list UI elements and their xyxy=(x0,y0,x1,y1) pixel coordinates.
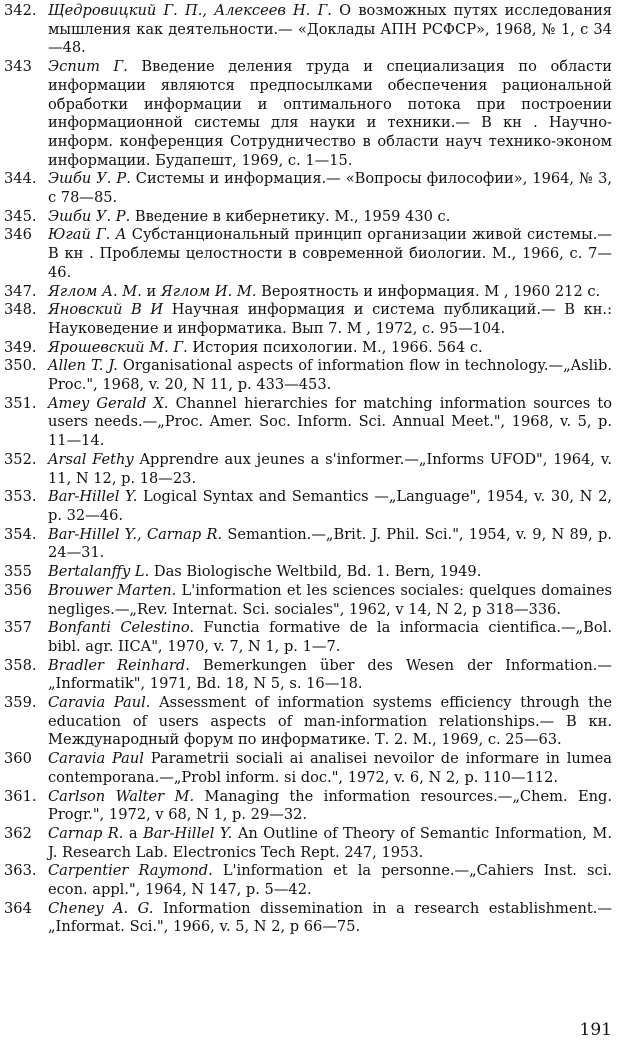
reference-text: Logical Syntax and Semantics —„Language", 1954, v. 30, N 2, p. 32—46. xyxy=(48,488,612,524)
reference-author: Carlson Walter M. xyxy=(48,787,195,805)
reference-author: Яновский В И xyxy=(48,301,164,319)
reference-author: Allen T. J. xyxy=(48,357,118,375)
reference-entry xyxy=(0,694,620,750)
reference-entry xyxy=(0,2,620,58)
reference-text: Information dissemination in a research establishment.—„Informat. Sci.", 1966, v. 5, N 2, p 66—75. xyxy=(48,899,612,936)
reference-entry xyxy=(0,657,620,694)
reference-author: Яглом А. М. xyxy=(48,282,142,300)
reference-entry xyxy=(0,395,620,451)
reference-author: Arsal Fethy xyxy=(48,450,134,468)
reference-text: Managing the information resources.—„Chem. Eng. Progr.", 1972, v 68, N 1, p. 29—32. xyxy=(48,787,612,824)
reference-author: Carnap R. xyxy=(48,824,124,842)
reference-author: Bar-Hillel Y. xyxy=(48,488,138,506)
reference-number: 363. xyxy=(4,862,37,880)
reference-entry xyxy=(0,488,620,525)
reference-entry xyxy=(0,582,620,619)
reference-text: Введение в кибернетику. М., 1959 430 с. xyxy=(130,207,451,225)
reference-entry xyxy=(0,58,620,170)
reference-number: 351. xyxy=(4,394,37,412)
reference-text: Das Biologische Weltbild, Bd. 1. Bern, 1949. xyxy=(149,563,482,581)
reference-text: Введение деления труда и специализация по области информации являются предпосылками обеспечения рациональной обработки информации и оптимального потока при построении информационной системы для науки и техники.— В кн . Научно-информ. конференция Сотрудничество в области науч технико-эконом информации. Будапешт, 1969, с. 1—15. xyxy=(48,58,612,169)
reference-number: 362 xyxy=(4,824,32,842)
reference-author: Эшби У. Р. xyxy=(48,170,131,188)
reference-number: 344. xyxy=(4,170,37,188)
reference-text: Bemerkungen über des Wesen der Information.—„Informatik", 1971, Bd. 18, N 5, s. 16—18. xyxy=(48,656,612,693)
reference-number: 343 xyxy=(4,58,32,76)
reference-entry xyxy=(0,301,620,338)
reference-number: 352. xyxy=(4,450,37,468)
reference-author: Cheney A. G. xyxy=(48,899,154,917)
reference-text: Субстанциональный принцип организации живой системы.— В кн . Проблемы целостности в современной биологии. М., 1966, с. 7—46. xyxy=(48,226,612,281)
reference-entry xyxy=(0,619,620,656)
reference-number: 345. xyxy=(4,207,37,225)
reference-number: 357 xyxy=(4,619,32,637)
reference-author: Caravia Paul. xyxy=(48,694,151,712)
reference-number: 358. xyxy=(4,656,37,674)
reference-entry xyxy=(0,750,620,787)
reference-entry xyxy=(0,283,620,302)
reference-author: Bradler Reinhard. xyxy=(48,656,190,674)
reference-text: Научная информация и система публикаций.— В кн.: Науковедение и информатика. Вып 7. М , 1972, с. 95—104. xyxy=(48,301,612,337)
reference-text: L'information et les sciences sociales: quelques domaines negliges.—„Rev. Internat. Sci. sociales", 1962, v 14, N 2, p 318—336. xyxy=(48,581,612,618)
reference-author: Bertalanffy L. xyxy=(48,563,150,581)
reference-text: О возможных путях исследования мышления как деятельности.— «Доклады АПН РСФСР», 1968, № 1, с 34—48. xyxy=(48,2,612,57)
reference-author: Щедровицкий Г. П., Алексеев Н. Г. xyxy=(48,2,332,19)
reference-text: Functia formative de la informacia cientifica.—„Bol. bibl. agr. IICA", 1970, v. 7, N 1, p. 1—7. xyxy=(48,619,612,655)
reference-number: 346 xyxy=(4,226,32,244)
reference-number: 342. xyxy=(4,2,37,19)
reference-entry xyxy=(0,825,620,862)
reference-entry xyxy=(0,451,620,488)
reference-coauthor: Яглом И. М. xyxy=(160,282,257,300)
reference-number: 348. xyxy=(4,301,37,319)
reference-author: Эшби У. Р. xyxy=(48,207,131,225)
reference-author: Caravia Paul xyxy=(48,750,144,768)
reference-text: Organisational aspects of information flow in technology.—„Aslib. Proc.", 1968, v. 20, N 11, p. 433—453. xyxy=(48,357,612,394)
reference-text: Assessment of information systems efficiency through the education of users aspects of man-information relationships.— В кн. Международный форум по информатике. Т. 2. М., 1969, с. 25—63. xyxy=(48,694,612,749)
reference-entry xyxy=(0,900,620,937)
reference-text: Apprendre aux jeunes a s'informer.—„Informs UFOD", 1964, v. 11, N 12, p. 18—23. xyxy=(48,450,612,487)
reference-author: Brouwer Marten. xyxy=(48,581,177,599)
reference-text: Системы и информация.— «Вопросы философии», 1964, № 3, с 78—85. xyxy=(48,170,612,207)
reference-number: 360 xyxy=(4,750,32,768)
reference-entry xyxy=(0,208,620,227)
reference-author: Ярошевский М. Г. xyxy=(48,338,188,356)
reference-entry xyxy=(0,170,620,207)
reference-number: 349. xyxy=(4,338,37,356)
reference-text: История психологии. М., 1966. 564 с. xyxy=(187,338,483,356)
reference-author: Amey Gerald X. xyxy=(48,394,169,412)
reference-number: 355 xyxy=(4,563,32,581)
reference-entry xyxy=(0,788,620,825)
reference-author: Bonfanti Celestino. xyxy=(48,619,195,637)
reference-list xyxy=(0,2,620,937)
reference-author: Carpentier Raymond. xyxy=(48,862,213,880)
reference-coauthor: Bar-Hillel Y. xyxy=(143,824,233,842)
reference-number: 359. xyxy=(4,694,37,712)
reference-number: 347. xyxy=(4,282,37,300)
reference-conjunction: a xyxy=(123,824,144,842)
reference-text: Channel hierarchies for matching information sources to users needs.—„Proc. Amer. Soc. Inform. Sci. Annual Meet.", 1968, v. 5, p. 11—14. xyxy=(48,394,613,450)
reference-author: Bar-Hillel Y., Carnap R. xyxy=(48,525,223,543)
reference-text: Parametrii sociali ai analisei nevoilor de informare in lumea contemporana.—„Probl inform. si doc.", 1972, v. 6, N 2, p. 110—112. xyxy=(48,750,612,786)
reference-author: Эспит Г. xyxy=(48,58,128,76)
reference-number: 356 xyxy=(4,581,32,599)
reference-entry xyxy=(0,357,620,394)
reference-entry xyxy=(0,563,620,582)
reference-number: 361. xyxy=(4,787,37,805)
reference-entry xyxy=(0,862,620,899)
reference-number: 350. xyxy=(4,357,37,375)
reference-author: Югай Г. А xyxy=(48,226,127,244)
reference-entry xyxy=(0,526,620,563)
reference-text: Semantion.—„Brit. J. Phil. Sci.", 1954, v. 9, N 89, p. 24—31. xyxy=(48,525,612,562)
reference-text: An Outline of Theory of Semantic Information, M. J. Research Lab. Electronics Tech Rept. 247, 1953. xyxy=(48,824,612,861)
reference-number: 364 xyxy=(4,899,32,917)
reference-number: 353. xyxy=(4,488,37,506)
reference-number: 354. xyxy=(4,525,37,543)
reference-text: L'information et la personne.—„Cahiers Inst. sci. econ. appl.", 1964, N 147, p. 5—42. xyxy=(48,862,613,899)
reference-conjunction: и xyxy=(141,282,161,300)
reference-entry xyxy=(0,339,620,358)
page-number: 191 xyxy=(579,1020,612,1040)
reference-entry xyxy=(0,226,620,282)
reference-text: Вероятность и информация. М , 1960 212 с. xyxy=(256,282,601,300)
